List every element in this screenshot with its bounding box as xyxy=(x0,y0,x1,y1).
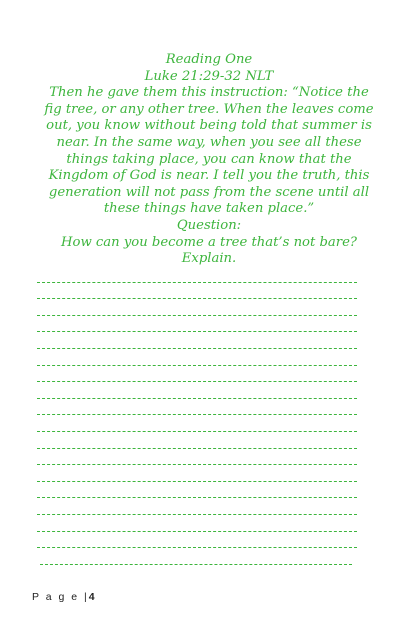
answer-line xyxy=(37,482,357,499)
passage-line: these things have taken place.” xyxy=(103,201,315,217)
answer-line xyxy=(40,548,352,565)
passage-line: Then he gave them this instruction: “Notice the xyxy=(49,85,369,101)
answer-line xyxy=(37,299,357,316)
passage-line: Kingdom of God is near. I tell you the truth, this xyxy=(48,168,370,184)
answer-line xyxy=(37,498,357,515)
instruction-text: Explain. xyxy=(181,251,237,267)
answer-line xyxy=(37,382,357,399)
answer-lines xyxy=(37,266,357,565)
passage-line: out, you know without being told that summer is xyxy=(46,118,372,134)
page-label: P a g e xyxy=(32,591,80,603)
question-label: Question: xyxy=(176,217,242,233)
page-number: 4 xyxy=(88,591,95,603)
answer-line xyxy=(37,266,357,283)
passage-line: generation will not pass from the scene until all xyxy=(48,184,370,200)
page-separator: | xyxy=(84,591,89,603)
answer-line xyxy=(37,449,357,466)
passage-line: fig tree, or any other tree. When the leaves come xyxy=(44,101,374,117)
answer-line xyxy=(37,366,357,383)
answer-line xyxy=(37,349,357,366)
answer-line xyxy=(37,399,357,416)
answer-line xyxy=(37,415,357,432)
answer-line xyxy=(37,532,357,549)
scripture-reference: Luke 21:29-32 NLT xyxy=(144,68,274,84)
answer-line xyxy=(37,332,357,349)
question-text: How can you become a tree that’s not bare? xyxy=(61,234,357,250)
page-footer xyxy=(32,591,95,603)
answer-line xyxy=(37,515,357,532)
answer-line xyxy=(37,465,357,482)
answer-line xyxy=(37,316,357,333)
answer-line xyxy=(37,283,357,300)
reading-block xyxy=(30,52,388,268)
answer-line xyxy=(37,432,357,449)
reading-title: Reading One xyxy=(165,52,253,67)
passage-line: things taking place, you can know that the xyxy=(66,151,352,167)
passage-line: near. In the same way, when you see all these xyxy=(56,134,362,150)
